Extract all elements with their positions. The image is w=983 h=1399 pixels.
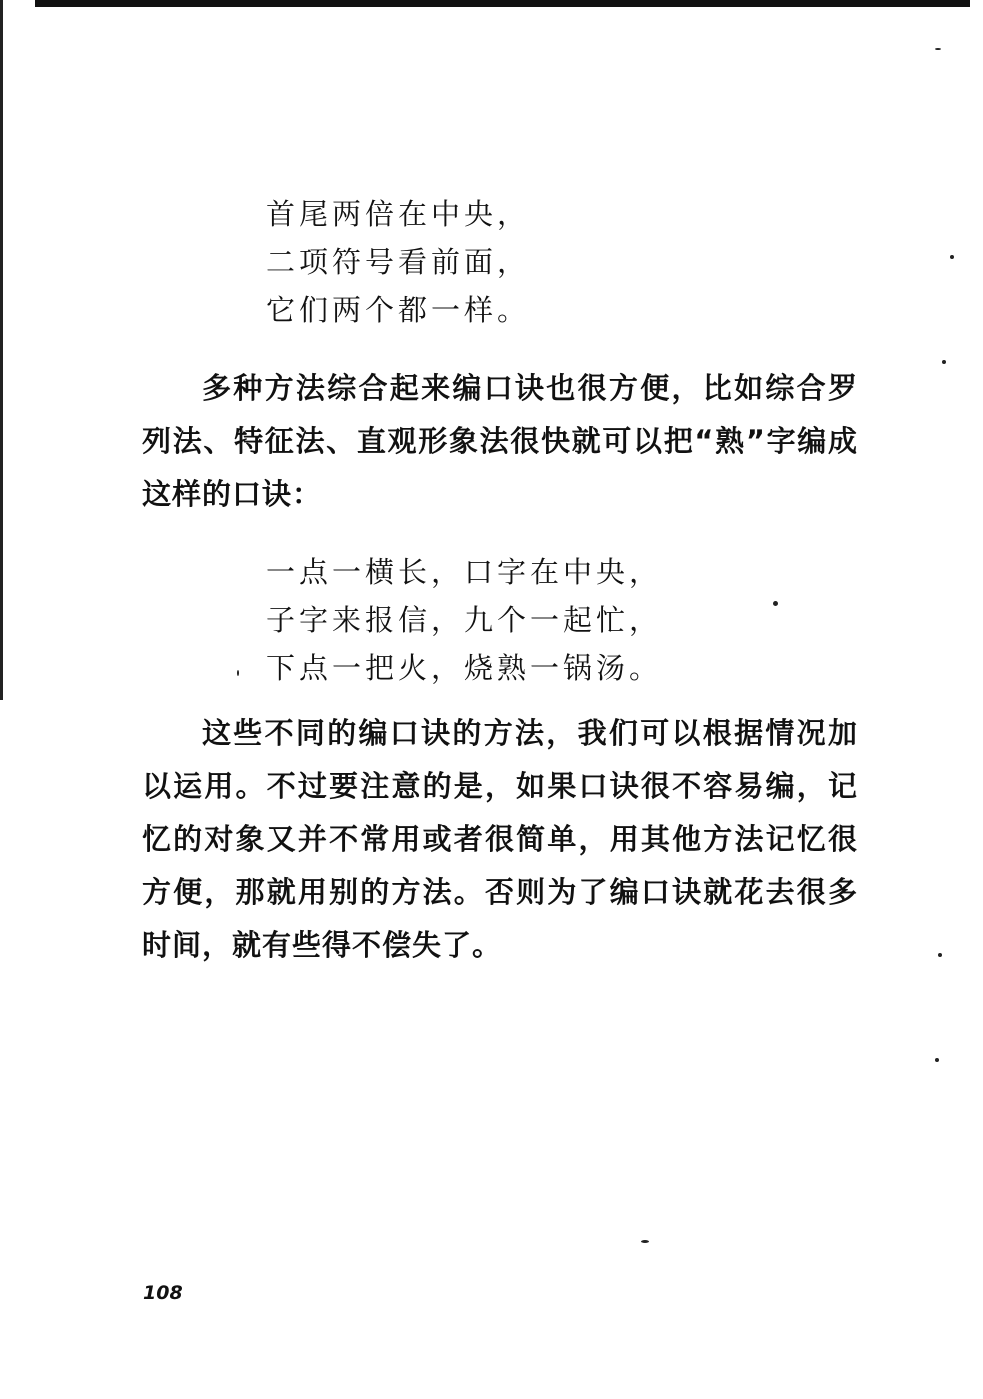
scan-speck [950, 255, 954, 259]
verse-1-line-1: 首尾两倍在中央， [266, 197, 531, 231]
verse-2-line-1: 一点一横长，口字在中央， [266, 555, 663, 589]
scan-speck [237, 670, 239, 676]
verse-2-line-2: 子字来报信，九个一起忙， [266, 603, 663, 637]
scan-speck [935, 48, 941, 50]
page-number: 108 [143, 1282, 183, 1304]
paragraph-1: 多种方法综合起来编口诀也很方便，比如综合罗列法、特征法、直观形象法很快就可以把“熟”字编成这样的口诀： [142, 371, 858, 511]
scan-speck [641, 1240, 649, 1243]
scan-speck [942, 360, 946, 364]
scan-speck [773, 601, 778, 606]
paragraph-2: 这些不同的编口诀的方法，我们可以根据情况加以运用。不过要注意的是，如果口诀很不容易编，记忆的对象又并不常用或者很简单，用其他方法记忆很方便，那就用别的方法。否则为了编口诀就花去很多时间，就有些得不偿失了。 [142, 716, 858, 962]
scan-speck [935, 1058, 939, 1062]
verse-block-2 [266, 548, 662, 692]
top-rule [35, 0, 970, 7]
verse-1-line-3: 它们两个都一样。 [266, 293, 531, 327]
verse-1-line-2: 二项符号看前面， [266, 245, 531, 279]
verse-block-1 [266, 190, 530, 334]
page-left-edge [0, 0, 3, 700]
scan-speck [938, 953, 942, 957]
verse-2-line-3: 下点一把火，烧熟一锅汤。 [266, 651, 663, 685]
